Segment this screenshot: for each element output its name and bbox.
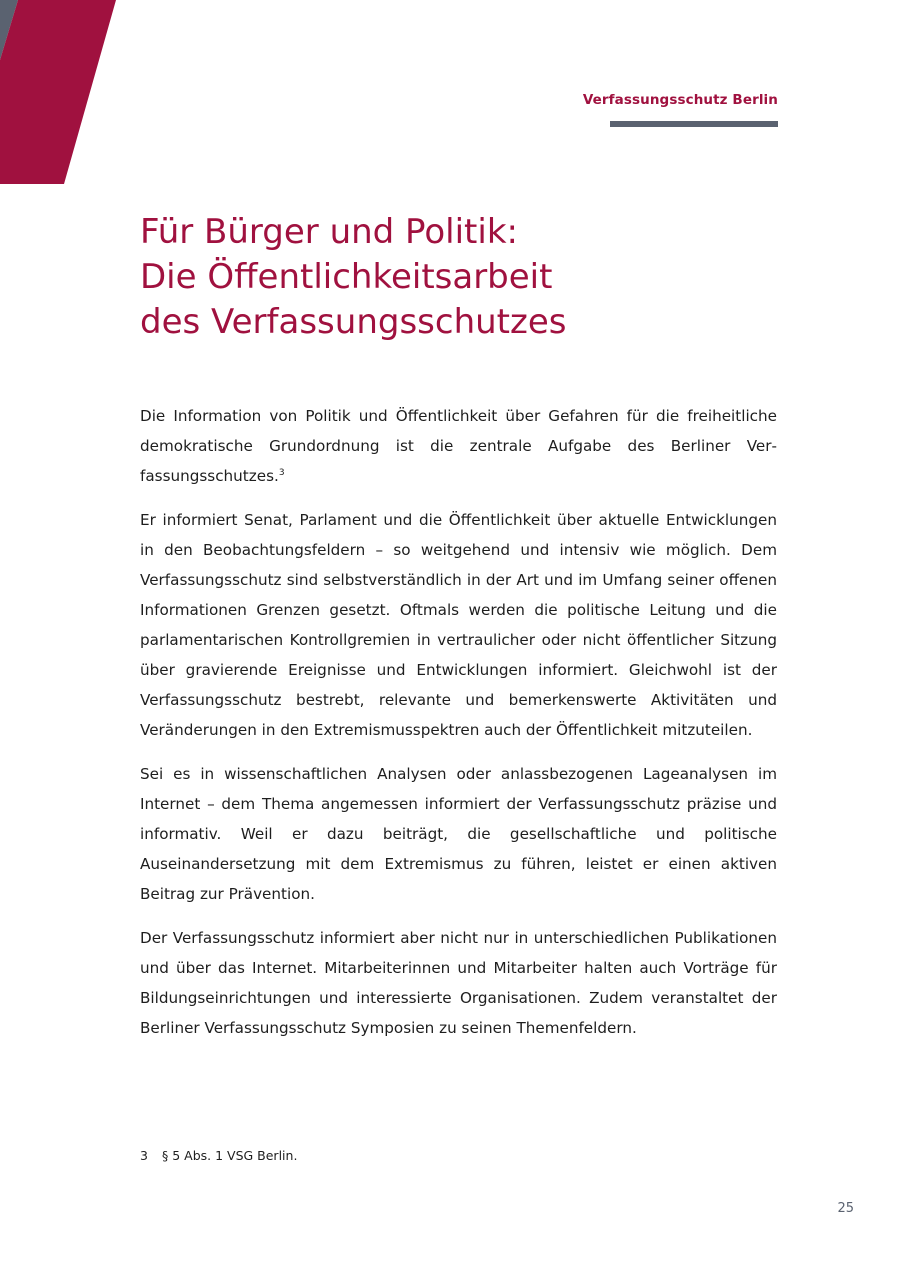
footnote-number: 3 — [140, 1148, 148, 1163]
corner-decoration — [0, 0, 120, 186]
footnote-reference[interactable]: 3 — [278, 467, 285, 478]
page-title-line: Für Bürger und Politik: — [140, 212, 518, 252]
footnote-text: § 5 Abs. 1 VSG Berlin. — [162, 1148, 298, 1163]
page-number: 25 — [837, 1201, 854, 1216]
paragraph-text: Die Information von Politik und Öffentlichkeit über Gefahren für die freiheitliche demokratische Grundordnung ist die zentrale Aufgabe des Berliner Verfassungsschutzes. — [140, 407, 777, 485]
running-header: Verfassungsschutz Berlin — [582, 92, 778, 108]
footnote — [140, 1148, 297, 1163]
paragraph — [140, 401, 777, 491]
body-text — [140, 401, 777, 1057]
page-title — [140, 210, 566, 345]
paragraph: Er informiert Senat, Parlament und die Öffentlichkeit über aktuelle Entwicklungen in den Beobachtungsfeldern – so weitgehend und intensiv wie möglich. Dem Verfassungsschutz sind selbstverständlich in der Art und im Umfang seiner offenen Informationen Grenzen gesetzt. Oftmals werden die politische Leitung und die parlamentarischen Kontrollgremien in vertraulicher oder nicht öffentlicher Sitzung über gravierende Ereignisse und Entwicklungen informiert. Gleichwohl ist der Verfassungsschutz bestrebt, relevante und bemerkenswerte Aktivitäten und Veränderungen in den Extremismusspektren auch der Öffentlichkeit mitzuteilen. — [140, 511, 777, 739]
page-title-line: des Verfassungsschutzes — [140, 302, 567, 342]
header-rule — [610, 121, 778, 127]
paragraph: Sei es in wissenschaftlichen Analysen oder anlassbezogenen Lageanalysen im Internet – dem Thema angemessen informiert der Verfassungsschutz präzise und informativ. Weil er dazu beiträgt, die gesellschaftliche und politische Auseinandersetzung mit dem Extremismus zu führen, leistet er einen aktiven Beitrag zur Prävention. — [140, 765, 777, 903]
paragraph: Der Verfassungsschutz informiert aber nicht nur in unterschiedlichen Publikationen und über das Internet. Mitarbeiterinnen und Mitarbeiter halten auch Vorträge für Bildungseinrichtungen und interessierte Organisationen. Zudem veranstaltet der Berliner Verfassungsschutz Symposien zu seinen Themenfeldern. — [140, 929, 777, 1037]
page-title-line: Die Öffentlichkeitsarbeit — [140, 257, 553, 297]
